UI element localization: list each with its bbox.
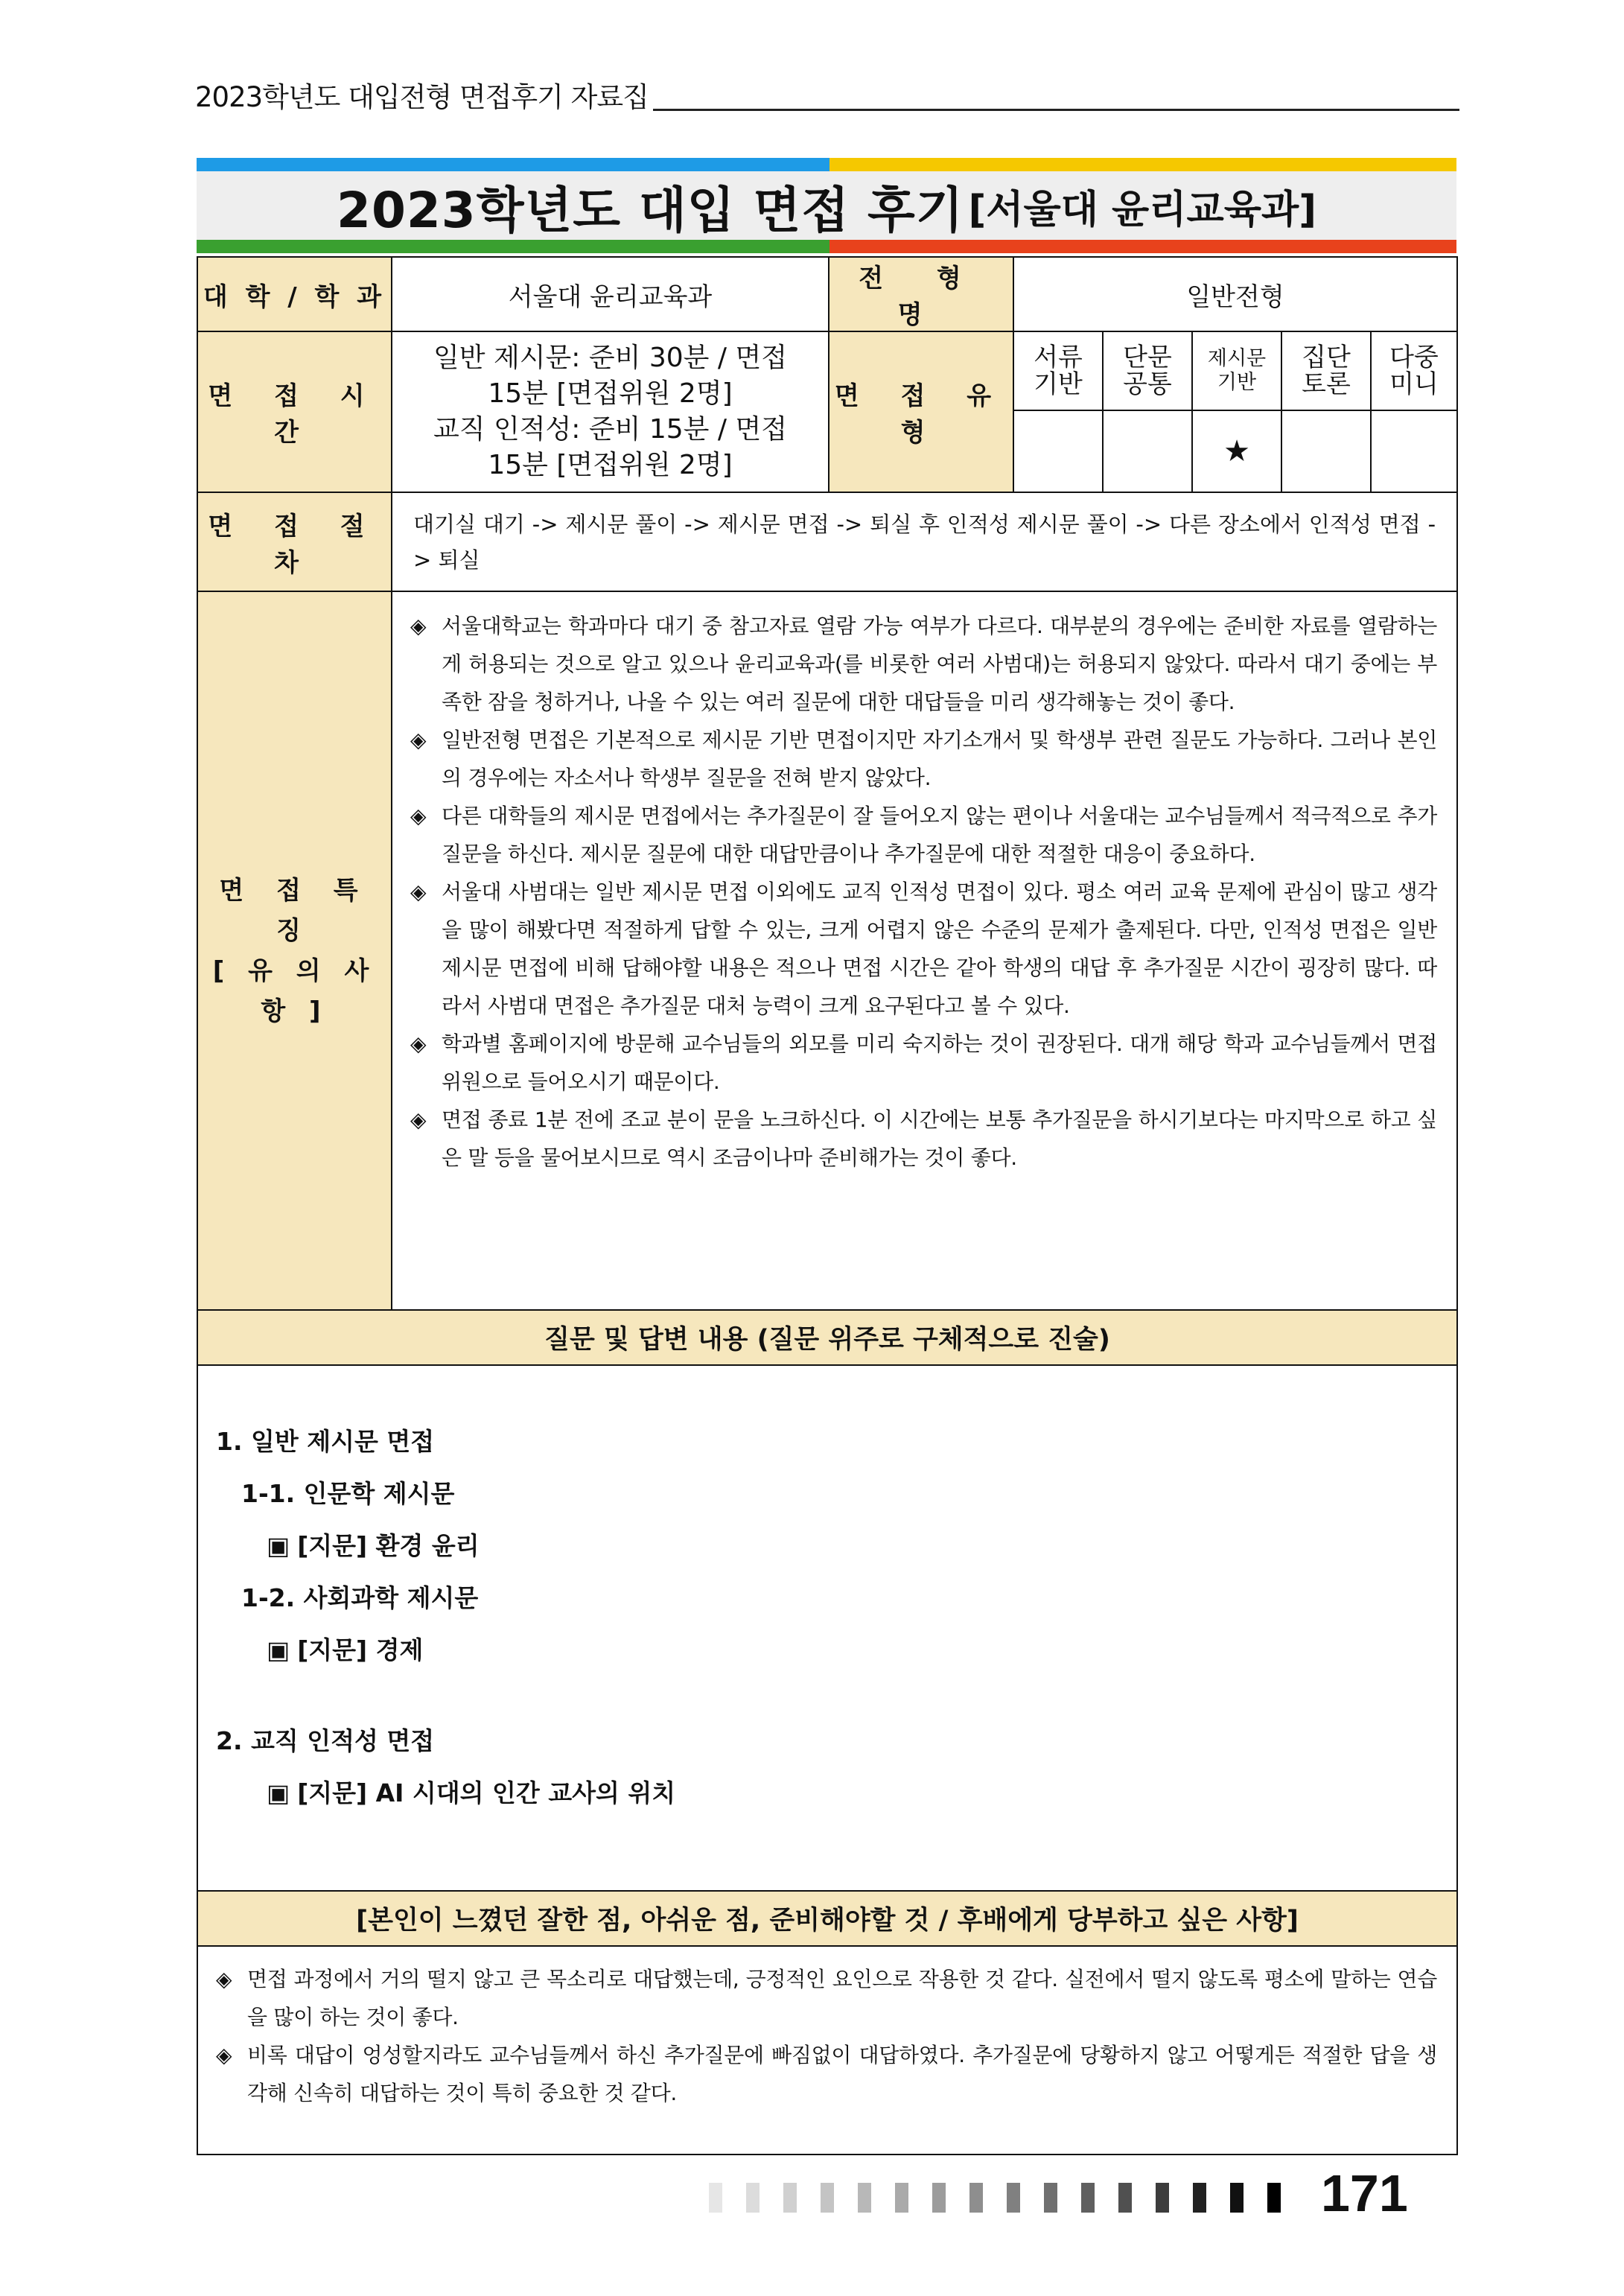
qa-item-text: [지문] AI 시대의 인간 교사의 위치 xyxy=(297,1778,676,1807)
procedure-text: 대기실 대기 -> 제시문 풀이 -> 제시문 면접 -> 퇴실 후 인적성 제시문 풀이 -> 다른 장소에서 인적성 면접 -> 퇴실 xyxy=(392,492,1457,591)
feature-item xyxy=(410,873,1437,1025)
tip-text: 비록 대답이 엉성할지라도 교수님들께서 하신 추가질문에 빠짐없이 대답하였다. 추가질문에 당황하지 않고 어떻게든 적절한 답을 생각해 신속히 대답하는 것이 특히 중요한 것 같다. xyxy=(247,2043,1438,2105)
tip-item xyxy=(216,2036,1437,2112)
feature-text: 서울대 사범대는 일반 제시문 면접 이외에도 교직 인적성 면접이 있다. 평소 여러 교육 문제에 관심이 많고 생각을 많이 해봤다면 적절하게 답할 수 있는, 크게 어렵지 않은 수준의 문제가 출제된다. 다만, 인적성 면접은 일반 제시문 면접에 비해 답해야할 내용은 적으나 면접 시간은 같아 학생의 대답 후 추가질문 시간이 굉장히 많다. 따라서 사범대 면접은 추가질문 대처 능력이 크게 요구된다고 볼 수 있다. xyxy=(442,880,1438,1018)
qa-header: 질문 및 답변 내용 (질문 위주로 구체적으로 진술) xyxy=(197,1310,1457,1365)
footer-bar xyxy=(1044,2183,1057,2213)
type-head-short-common xyxy=(1103,331,1192,410)
feature-item xyxy=(410,607,1437,721)
tips-list xyxy=(197,1946,1457,2155)
qa-subsection-title: 1-1. 인문학 제시문 xyxy=(241,1479,455,1508)
footer-bar xyxy=(1007,2183,1020,2213)
time-line: 일반 제시문: 준비 30분 / 면접 xyxy=(433,343,788,373)
diamond-bullet-icon: ◈ xyxy=(216,2043,232,2067)
qa-item-text: [지문] 환경 윤리 xyxy=(297,1531,480,1560)
diamond-bullet-icon: ◈ xyxy=(410,728,427,752)
title-bar-top-right xyxy=(829,158,1456,171)
qa-subsection-title: 1-2. 사회과학 제시문 xyxy=(241,1583,479,1612)
footer-bar xyxy=(932,2183,946,2213)
title-band xyxy=(197,171,1456,240)
feature-text: 다른 대학들의 제시문 면접에서는 추가질문이 잘 들어오지 않는 편이나 서울대는 교수님들께서 적극적으로 추가질문을 하신다. 제시문 질문에 대한 대답만큼이나 추가질문에 대한 적절한 대응이 중요하다. xyxy=(442,804,1438,866)
type-head-passage xyxy=(1192,331,1281,410)
footer-bar xyxy=(821,2183,834,2213)
footer-bar xyxy=(1193,2183,1206,2213)
footer-bar xyxy=(1156,2183,1169,2213)
feature-text: 서울대학교는 학과마다 대기 중 참고자료 열람 가능 여부가 다르다. 대부분의 경우에는 준비한 자료를 열람하는 게 허용되는 것으로 알고 있으나 윤리교육과(를 비롯한 여러 사범대)는 허용되지 않았다. 따라서 대기 중에는 부족한 잠을 청하거나, 나올 수 있는 여러 질문에 대한 대답들을 미리 생각해놓는 것이 좋다. xyxy=(442,614,1438,714)
diamond-bullet-icon: ◈ xyxy=(216,1967,232,1991)
title-bar-bottom-right xyxy=(829,240,1456,253)
type-head-group xyxy=(1281,331,1371,410)
diamond-bullet-icon: ◈ xyxy=(410,1031,427,1056)
univ-label: 대 학 / 학 과 xyxy=(197,257,392,331)
univ-value: 서울대 윤리교육과 xyxy=(392,257,829,331)
type-head-line: 집단 xyxy=(1302,343,1351,372)
type-mark-short-common xyxy=(1103,410,1192,492)
title-block xyxy=(197,158,1456,253)
tip-item xyxy=(216,1960,1437,2036)
feature-list xyxy=(392,591,1457,1310)
type-mark-documents xyxy=(1013,410,1103,492)
star-icon: ★ xyxy=(1192,410,1281,492)
feature-label-line: [ 유 의 사 항 ] xyxy=(212,955,377,1026)
feature-text: 일반전형 면접은 기본적으로 제시문 기반 면접이지만 자기소개서 및 학생부 관련 질문도 가능하다. 그러나 본인의 경우에는 자소서나 학생부 질문을 전혀 받지 않았다. xyxy=(442,728,1438,790)
footer-bar xyxy=(1081,2183,1095,2213)
feature-item xyxy=(410,1025,1437,1101)
procedure-label: 면 접 절 차 xyxy=(197,492,392,591)
footer-bar xyxy=(783,2183,797,2213)
interview-info-table xyxy=(197,256,1458,2155)
diamond-bullet-icon: ◈ xyxy=(410,614,427,638)
page-subtitle: [서울대 윤리교육과] xyxy=(968,187,1316,232)
square-bullet-icon: ▣ xyxy=(267,1531,290,1560)
tip-text: 면접 과정에서 거의 떨지 않고 큰 목소리로 대답했는데, 긍정적인 요인으로 작용한 것 같다. 실전에서 떨지 않도록 평소에 말하는 연습을 많이 하는 것이 좋다. xyxy=(247,1967,1438,2029)
feature-item xyxy=(410,797,1437,873)
type-head-line: 다중 xyxy=(1389,343,1439,372)
type-head-line: 기반 xyxy=(1217,371,1257,394)
type-name-label: 전 형 명 xyxy=(829,257,1013,331)
qa-content xyxy=(197,1365,1457,1891)
square-bullet-icon: ▣ xyxy=(267,1635,290,1664)
type-name-value: 일반전형 xyxy=(1013,257,1457,331)
page-title: 2023학년도 대입 면접 후기 xyxy=(337,181,964,239)
footer-bar xyxy=(709,2183,722,2213)
diamond-bullet-icon: ◈ xyxy=(410,1107,427,1132)
time-value xyxy=(392,331,829,492)
footer-bar xyxy=(969,2183,983,2213)
type-head-line: 제시문 xyxy=(1207,347,1267,370)
feature-text: 학과별 홈페이지에 방문해 교수님들의 외모를 미리 숙지하는 것이 권장된다. 대개 해당 학과 교수님들께서 면접위원으로 들어오시기 때문이다. xyxy=(442,1031,1438,1094)
time-line: 교직 인적성: 준비 15분 / 면접 xyxy=(433,414,788,445)
type-head-line: 서류 xyxy=(1034,343,1083,372)
feature-text: 면접 종료 1분 전에 조교 분이 문을 노크하신다. 이 시간에는 보통 추가질문을 하시기보다는 마지막으로 하고 싶은 말 등을 물어보시므로 역시 조금이나마 준비해가는 것이 좋다. xyxy=(442,1107,1438,1170)
qa-item-text: [지문] 경제 xyxy=(297,1635,424,1664)
type-head-line: 기반 xyxy=(1034,369,1083,399)
time-label: 면 접 시 간 xyxy=(197,331,392,492)
feature-label-line: 면 접 특 징 xyxy=(219,875,370,946)
page-number: 171 xyxy=(1321,2164,1408,2222)
qa-item xyxy=(267,1774,675,1809)
diamond-bullet-icon: ◈ xyxy=(410,880,427,904)
footer-bar xyxy=(858,2183,871,2213)
type-head-documents xyxy=(1013,331,1103,410)
title-bar-top-left xyxy=(197,158,829,171)
qa-item xyxy=(267,1527,480,1562)
time-line: 15분 [면접위원 2명] xyxy=(488,450,733,480)
feature-label xyxy=(197,591,392,1310)
running-header-rule xyxy=(653,109,1459,111)
running-header xyxy=(195,74,1459,112)
footer-bar xyxy=(1267,2183,1281,2213)
page-footer xyxy=(709,2163,1424,2223)
type-head-line: 공통 xyxy=(1123,369,1172,399)
square-bullet-icon: ▣ xyxy=(267,1778,290,1807)
time-line: 15분 [면접위원 2명] xyxy=(488,378,733,409)
qa-section-title: 1. 일반 제시문 면접 xyxy=(216,1427,435,1456)
feature-item xyxy=(410,721,1437,797)
footer-bar xyxy=(746,2183,760,2213)
type-head-line: 미니 xyxy=(1389,369,1439,399)
type-head-line: 토론 xyxy=(1302,369,1351,399)
tips-header: [본인이 느꼈던 잘한 점, 아쉬운 점, 준비해야할 것 / 후배에게 당부하고 싶은 사항] xyxy=(197,1891,1457,1946)
type-head-line: 단문 xyxy=(1123,343,1172,372)
type-mark-group xyxy=(1281,410,1371,492)
type-mark-mmi xyxy=(1371,410,1457,492)
feature-item xyxy=(410,1101,1437,1177)
qa-section-title: 2. 교직 인적성 면접 xyxy=(216,1726,435,1755)
footer-bar xyxy=(895,2183,908,2213)
footer-bar xyxy=(1118,2183,1132,2213)
running-header-text: 2023학년도 대입전형 면접후기 자료집 xyxy=(195,81,649,113)
qa-item xyxy=(267,1631,423,1666)
interview-type-label: 면 접 유 형 xyxy=(829,331,1013,492)
type-head-mmi xyxy=(1371,331,1457,410)
title-bar-bottom-left xyxy=(197,240,829,253)
diamond-bullet-icon: ◈ xyxy=(410,804,427,828)
footer-bar xyxy=(1230,2183,1244,2213)
